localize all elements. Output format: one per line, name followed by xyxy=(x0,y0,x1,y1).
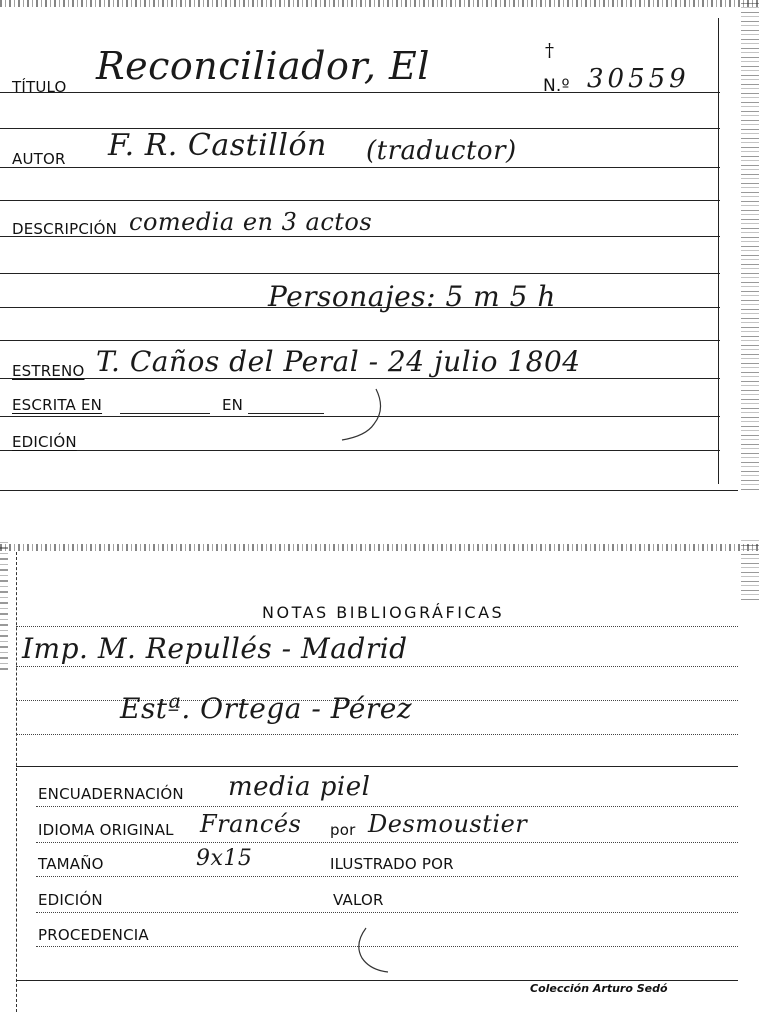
note-2: Estª. Ortega - Pérez xyxy=(120,692,413,725)
rule-line xyxy=(0,200,720,201)
por-label: por xyxy=(330,821,356,839)
procedencia-label: PROCEDENCIA xyxy=(38,926,149,944)
ilustrado-label: ILUSTRADO POR xyxy=(330,855,454,873)
card-bottom-rule xyxy=(16,980,738,981)
card-scan-edge xyxy=(741,540,759,600)
note-line xyxy=(16,666,738,667)
card-left-border xyxy=(16,552,17,1012)
titulo-label: TÍTULO xyxy=(12,78,67,96)
autor-value: F. R. Castillón xyxy=(108,128,327,163)
autor-label: AUTOR xyxy=(12,150,66,168)
card-scan-edge xyxy=(0,540,8,670)
descripcion-label: DESCRIPCIÓN xyxy=(12,220,118,238)
estreno-value: T. Caños del Peral - 24 julio 1804 xyxy=(96,345,581,378)
collection-footer: Colección Arturo Sedó xyxy=(530,982,668,995)
escrita-label: ESCRITA EN xyxy=(12,396,103,414)
hole-punch-mark xyxy=(336,384,386,444)
por-value: Desmoustier xyxy=(368,810,528,838)
catalog-card-back xyxy=(0,540,759,1028)
idioma-value: Francés xyxy=(200,810,302,838)
field-line xyxy=(36,876,738,877)
card-torn-edge xyxy=(0,544,759,551)
rule-line xyxy=(0,340,720,341)
valor-label: VALOR xyxy=(333,891,384,909)
hole-punch-mark xyxy=(352,924,412,984)
rule-line xyxy=(0,378,720,379)
escrita-en-label: EN xyxy=(222,396,244,414)
card-right-border xyxy=(718,18,719,484)
titulo-value: Reconciliador, El xyxy=(96,44,430,88)
rule-line xyxy=(0,450,720,451)
escrita-field-line xyxy=(120,413,210,414)
numero-label: N.º xyxy=(543,76,570,96)
card-scan-edge xyxy=(741,0,759,490)
personajes-note: Personajes: 5 m 5 h xyxy=(268,280,556,313)
field-line xyxy=(36,912,738,913)
descripcion-value: comedia en 3 actos xyxy=(129,208,373,236)
rule-line xyxy=(0,273,720,274)
card-torn-edge xyxy=(0,0,759,7)
note-line xyxy=(16,734,738,735)
edicion-back-label: EDICIÓN xyxy=(38,891,103,909)
note-1: Imp. M. Repullés - Madrid xyxy=(22,632,408,665)
catalog-card-front xyxy=(0,0,759,492)
numero-value: 30559 xyxy=(587,64,690,94)
field-line xyxy=(36,842,738,843)
edicion-label: EDICIÓN xyxy=(12,433,77,451)
rule-line xyxy=(0,167,720,168)
encuadernacion-value: media piel xyxy=(228,772,371,802)
tamano-label: TAMAÑO xyxy=(38,855,104,873)
estreno-label: ESTRENO xyxy=(12,362,85,380)
notas-heading: NOTAS BIBLIOGRÁFICAS xyxy=(262,603,505,622)
field-line xyxy=(36,806,738,807)
autor-role: (traductor) xyxy=(366,136,517,166)
cross-mark-icon: † xyxy=(545,40,554,61)
note-line xyxy=(16,626,738,627)
card-bottom-edge xyxy=(0,490,738,491)
tamano-value: 9x15 xyxy=(196,846,253,871)
idioma-label: IDIOMA ORIGINAL xyxy=(38,821,174,839)
encuadernacion-label: ENCUADERNACIÓN xyxy=(38,785,184,803)
section-rule xyxy=(16,766,738,767)
escrita-en-field-line xyxy=(248,413,324,414)
